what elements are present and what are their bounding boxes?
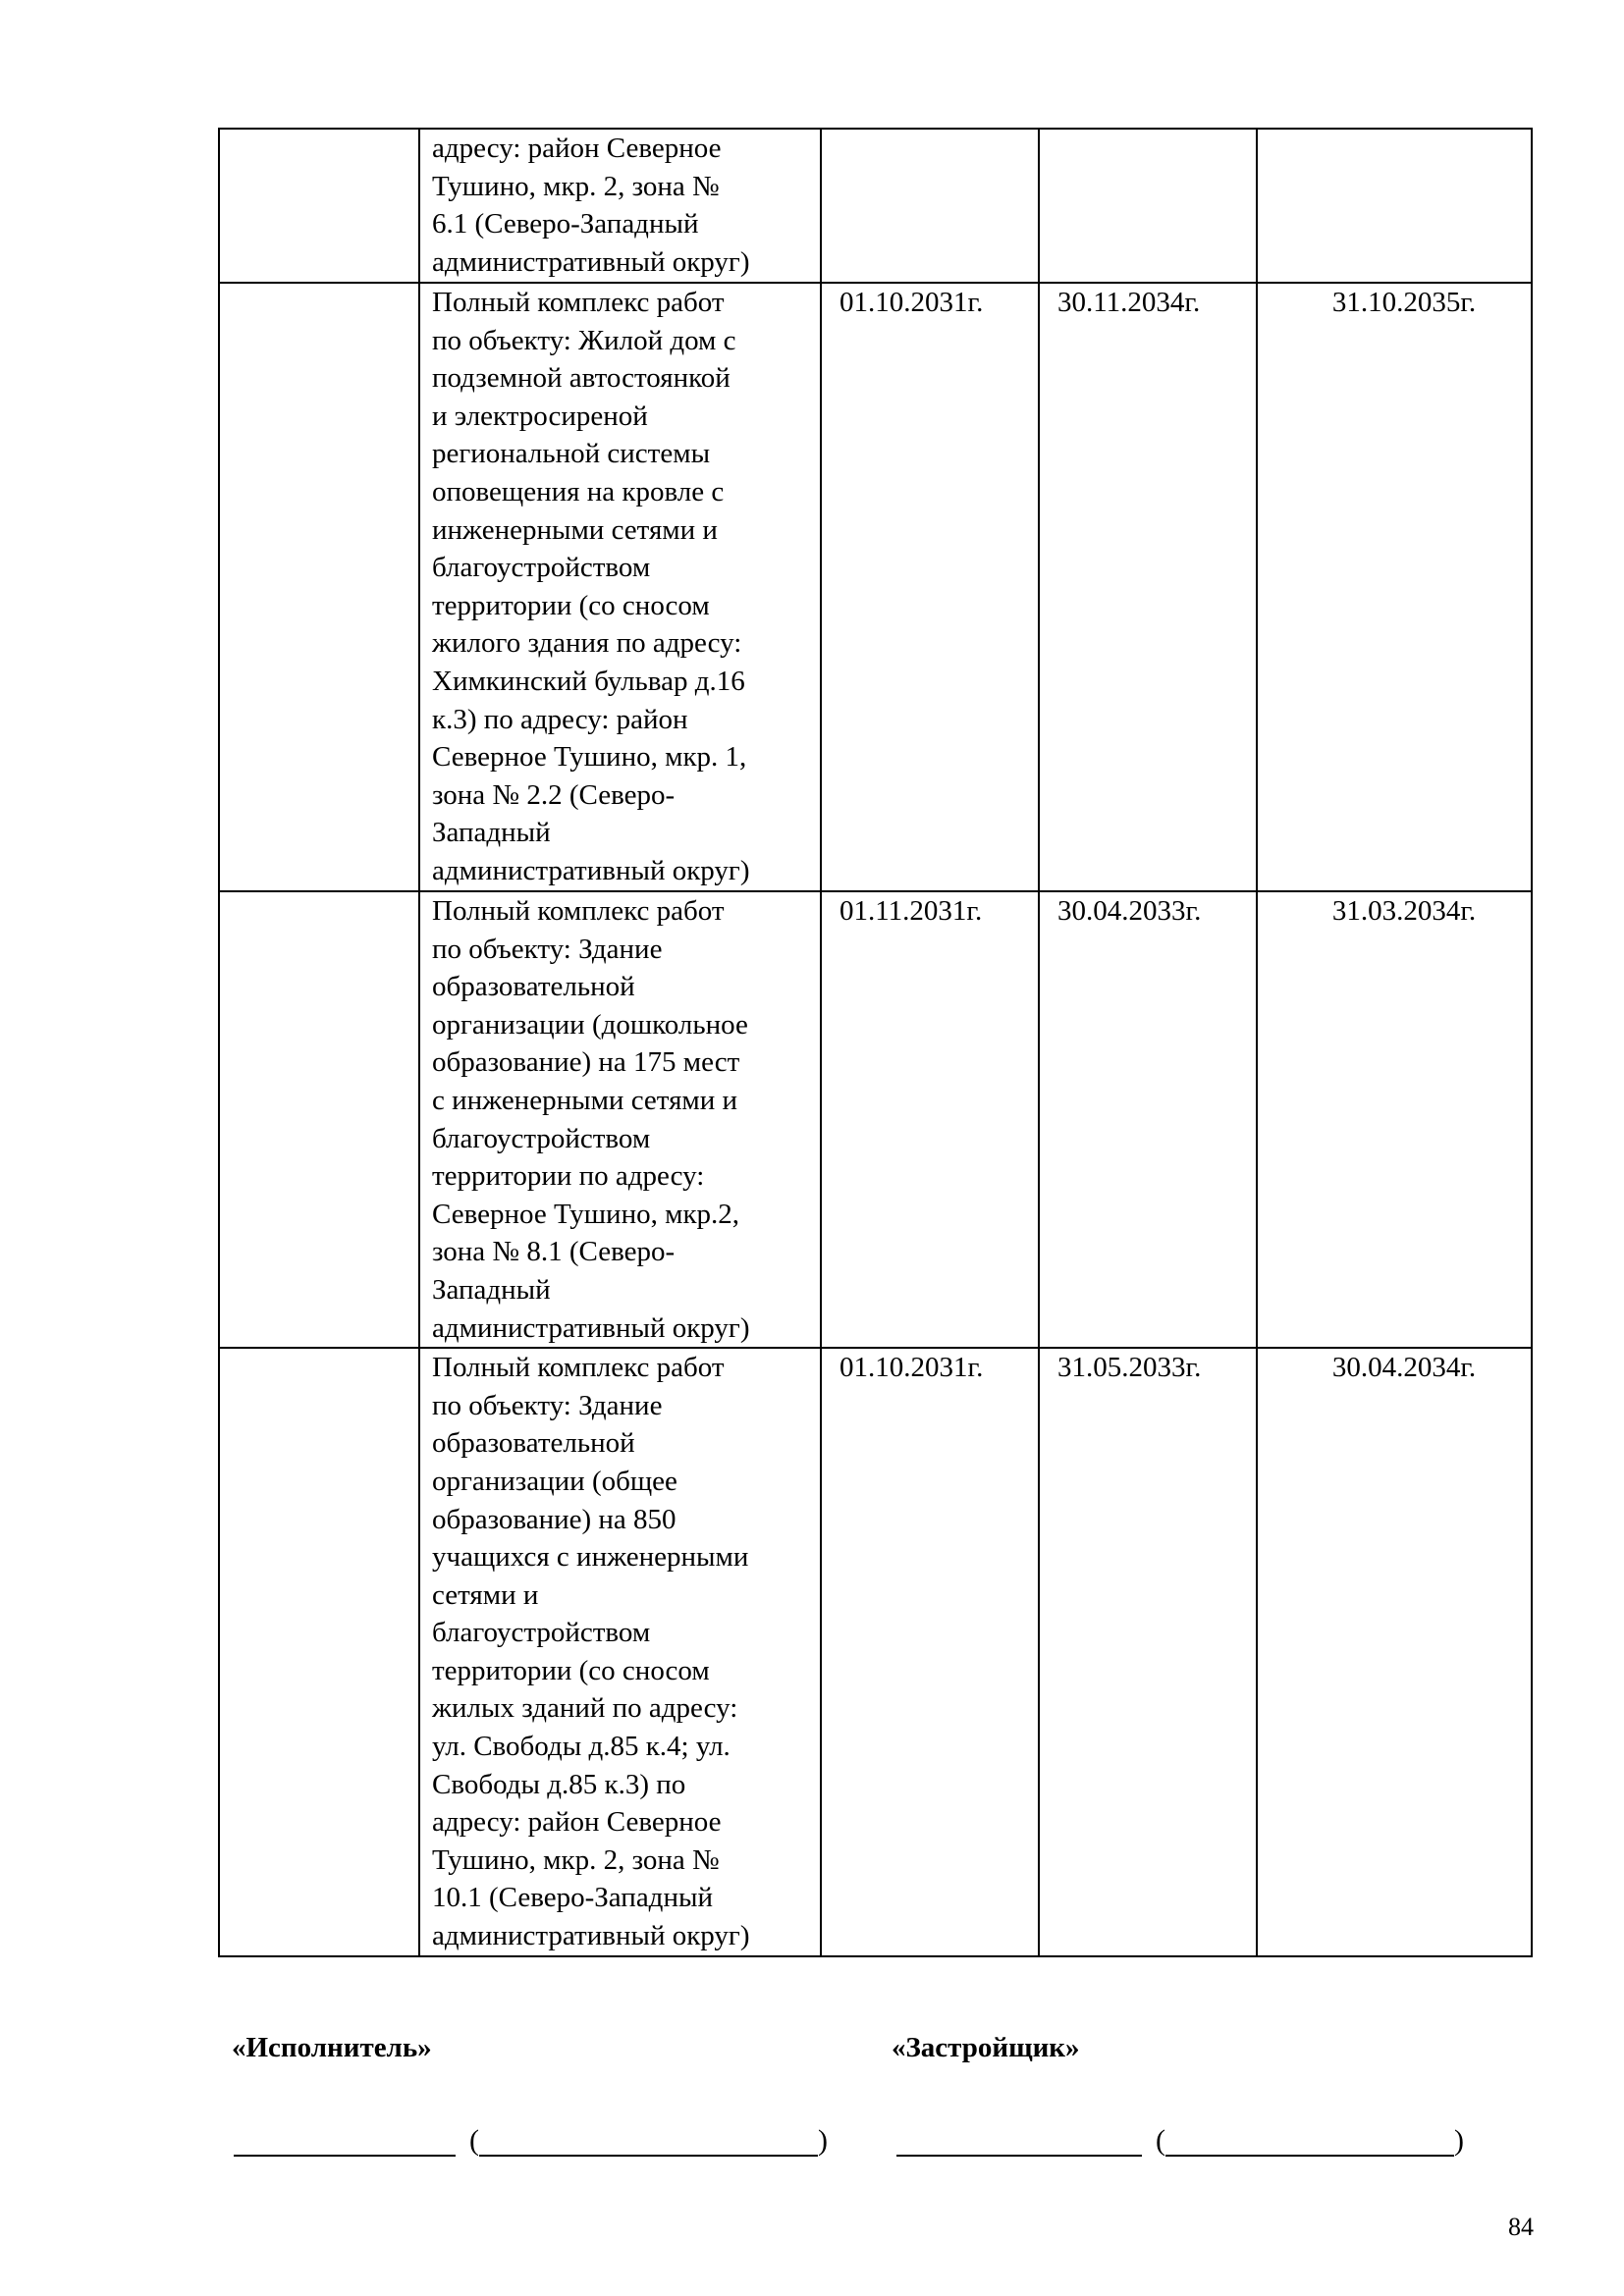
description-line: Западный [432, 817, 551, 849]
open-paren: ( [469, 2124, 479, 2157]
table-row [219, 891, 1532, 1348]
start-date-cell: 01.10.2031г. [821, 283, 1039, 891]
description-line: Тушино, мкр. 2, зона № [432, 170, 720, 202]
page-number: 84 [1508, 2213, 1534, 2241]
table-cell-blank [219, 129, 419, 283]
description-line: территории (со сносом [432, 589, 710, 621]
table-row [219, 1348, 1532, 1956]
description-line: с инженерными сетями и [432, 1084, 738, 1116]
close-paren: ) [1454, 2124, 1464, 2157]
description-line: территории (со сносом [432, 1654, 710, 1686]
description-line: административный округ) [432, 1920, 750, 1952]
contractor-label: «Исполнитель» [232, 2032, 432, 2063]
start-date-cell: 01.11.2031г. [821, 891, 1039, 1348]
object-description [419, 129, 821, 283]
end-date-cell: 30.11.2034г. [1039, 283, 1257, 891]
description-line: Северное Тушино, мкр.2, [432, 1198, 740, 1230]
description-line: административный округ) [432, 1311, 750, 1344]
description-line: учащихся с инженерными [432, 1541, 749, 1574]
description-line: зона № 2.2 (Северо- [432, 778, 676, 811]
contractor-signature-blank[interactable] [234, 2125, 456, 2157]
description-line: Северное Тушино, мкр. 1, [432, 741, 747, 774]
description-line: организации (общее [432, 1465, 677, 1497]
description-line: Полный комплекс работ [432, 287, 725, 318]
description-line: адресу: район Северное [432, 133, 722, 164]
description-line: образование) на 175 мест [432, 1046, 740, 1079]
description-line: Полный комплекс работ [432, 895, 725, 927]
table-cell-blank [219, 891, 419, 1348]
start-date-cell [821, 129, 1039, 283]
developer-label: «Застройщик» [892, 2032, 1080, 2063]
description-line: инженерными сетями и [432, 513, 718, 546]
table-cell-blank [219, 1348, 419, 1956]
contractor-name-blank[interactable] [479, 2125, 818, 2157]
description-line: Полный комплекс работ [432, 1352, 725, 1384]
description-line: по объекту: Здание [432, 1389, 663, 1421]
description-line: сетями и [432, 1578, 539, 1611]
end-date-cell: 31.05.2033г. [1039, 1348, 1257, 1956]
description-line: организации (дошкольное [432, 1008, 748, 1041]
description-line: к.3) по адресу: район [432, 703, 688, 735]
developer-signature-line [896, 2125, 1464, 2157]
open-paren: ( [1156, 2124, 1165, 2157]
start-date-cell: 01.10.2031г. [821, 1348, 1039, 1956]
description-line: Тушино, мкр. 2, зона № [432, 1843, 720, 1876]
description-line: благоустройством [432, 552, 651, 584]
commission-date-cell: 31.03.2034г. [1257, 891, 1532, 1348]
schedule-table [218, 128, 1533, 1957]
description-line: образование) на 850 [432, 1503, 677, 1535]
table-row [219, 283, 1532, 891]
commission-date-cell: 31.10.2035г. [1257, 283, 1532, 891]
description-line: жилых зданий по адресу: [432, 1692, 738, 1725]
description-line: по объекту: Здание [432, 933, 663, 965]
end-date-cell: 30.04.2033г. [1039, 891, 1257, 1348]
description-line: оповещения на кровле с [432, 475, 725, 507]
description-line: административный округ) [432, 854, 750, 886]
table-cell-blank [219, 283, 419, 891]
description-line: Свободы д.85 к.3) по [432, 1768, 686, 1800]
description-line: административный округ) [432, 245, 750, 278]
description-line: 10.1 (Северо-Западный [432, 1882, 713, 1914]
object-description [419, 1348, 821, 1956]
table-row [219, 129, 1532, 283]
description-line: образовательной [432, 971, 635, 1003]
description-line: 6.1 (Северо-Западный [432, 208, 699, 240]
description-line: адресу: район Северное [432, 1806, 722, 1839]
description-line: Западный [432, 1273, 551, 1306]
description-line: региональной системы [432, 438, 711, 470]
description-line: благоустройством [432, 1122, 651, 1154]
end-date-cell [1039, 129, 1257, 283]
contractor-signature-line [234, 2125, 828, 2157]
description-line: Химкинский бульвар д.16 [432, 665, 745, 697]
description-line: по объекту: Жилой дом с [432, 324, 736, 356]
description-line: территории по адресу: [432, 1160, 705, 1193]
description-line: благоустройством [432, 1617, 651, 1649]
schedule-table-body [219, 129, 1532, 1956]
description-line: жилого здания по адресу: [432, 627, 742, 660]
developer-signature-blank[interactable] [896, 2125, 1142, 2157]
description-line: и электросиреной [432, 400, 648, 432]
close-paren: ) [818, 2124, 828, 2157]
description-line: ул. Свободы д.85 к.4; ул. [432, 1731, 731, 1763]
object-description [419, 283, 821, 891]
commission-date-cell: 30.04.2034г. [1257, 1348, 1532, 1956]
description-line: зона № 8.1 (Северо- [432, 1236, 676, 1268]
object-description [419, 891, 821, 1348]
description-line: образовательной [432, 1427, 635, 1460]
commission-date-cell [1257, 129, 1532, 283]
description-line: подземной автостоянкой [432, 362, 731, 395]
developer-name-blank[interactable] [1165, 2125, 1454, 2157]
